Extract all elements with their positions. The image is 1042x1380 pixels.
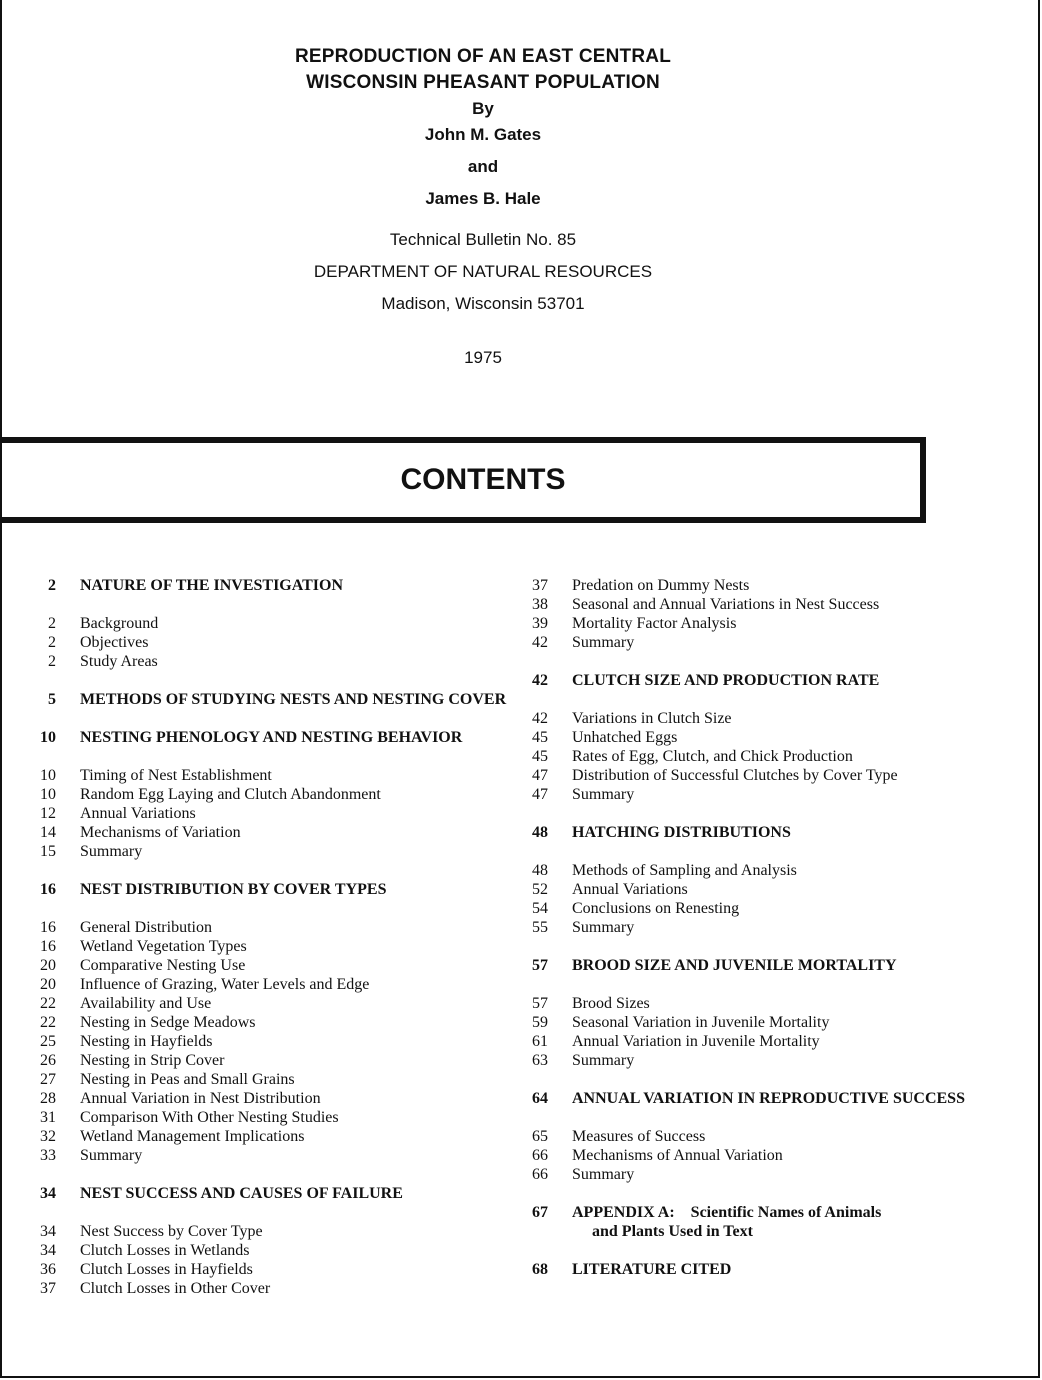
toc-page-number: 12: [40, 805, 56, 822]
toc-page-number: 45: [532, 729, 548, 746]
toc-entry-text: Mechanisms of Variation: [80, 824, 241, 841]
toc-page-number: 33: [40, 1147, 56, 1164]
toc-page-number: 54: [532, 900, 548, 917]
toc-entry-text: Summary: [572, 1052, 635, 1069]
title-line-1: REPRODUCTION OF AN EAST CENTRAL: [295, 46, 671, 67]
toc-page-number: 27: [40, 1071, 56, 1088]
toc-page-number: 55: [532, 919, 548, 936]
toc-entry: [20, 766, 520, 785]
toc-entry-text: Annual Variation in Nest Distribution: [80, 1090, 321, 1107]
toc-entry-text: Summary: [80, 843, 143, 860]
toc-entry-text: METHODS OF STUDYING NESTS AND NESTING COVER: [80, 691, 507, 708]
toc-entry-title: [572, 1032, 820, 1051]
toc-page-number: 16: [40, 881, 56, 898]
toc-entry: [20, 937, 520, 956]
toc-entry: [512, 861, 1012, 880]
toc-entry-text: General Distribution: [80, 919, 212, 936]
toc-page-number: 38: [532, 596, 548, 613]
toc-entry: [512, 1051, 1012, 1070]
toc-entry-text: Comparative Nesting Use: [80, 957, 246, 974]
toc-entry-text: Methods of Sampling and Analysis: [572, 862, 797, 879]
toc-page-number: 57: [532, 957, 548, 974]
toc-entry: [20, 1032, 520, 1051]
toc-page-number: 2: [48, 634, 56, 651]
toc-entry-title: [572, 1146, 783, 1165]
toc-entry: [512, 1013, 1012, 1032]
toc-entry-title: [80, 1184, 403, 1203]
toc-entry-text: Conclusions on Renesting: [572, 900, 740, 917]
toc-entry: [20, 1051, 520, 1070]
toc-entry-text: Nest Success by Cover Type: [80, 1223, 263, 1240]
toc-entry-title: [80, 1108, 339, 1127]
toc-entry-text: LITERATURE CITED: [572, 1261, 732, 1278]
toc-page-number: 42: [532, 710, 548, 727]
toc-entry: [20, 1184, 520, 1203]
toc-entry-text: Clutch Losses in Other Cover: [80, 1280, 271, 1297]
toc-entry-text: Comparison With Other Nesting Studies: [80, 1109, 339, 1126]
toc-entry-title: [80, 1146, 142, 1165]
toc-entry-title: [572, 595, 879, 614]
toc-entry-text: Study Areas: [80, 653, 158, 670]
toc-page-number: 22: [40, 995, 56, 1012]
toc-entry-text: Summary: [572, 634, 635, 651]
toc-entry-text: APPENDIX A: Scientific Names of Animals: [572, 1204, 882, 1221]
toc-entry: [512, 614, 1012, 633]
toc-entry-title: [80, 823, 241, 842]
toc-entry: [20, 842, 520, 861]
by-label: By: [472, 99, 494, 118]
toc-entry: [20, 1013, 520, 1032]
toc-page-number: 52: [532, 881, 548, 898]
toc-entry-title: [572, 766, 898, 785]
toc-entry-title: [572, 1260, 731, 1279]
toc-entry-text: Annual Variations: [572, 881, 688, 898]
toc-page-number: 34: [40, 1185, 56, 1202]
toc-page-number: 37: [532, 577, 548, 594]
toc-entry-text: Annual Variation in Juvenile Mortality: [572, 1033, 820, 1050]
toc-entry: [20, 1241, 520, 1260]
toc-entry: [20, 1260, 520, 1279]
toc-entry-title: [572, 994, 650, 1013]
toc-entry-title: [80, 1127, 304, 1146]
toc-entry: [512, 595, 1012, 614]
toc-entry: [20, 823, 520, 842]
toc-entry-title: [572, 785, 634, 804]
toc-page-number: 15: [40, 843, 56, 860]
toc-entry: [512, 1165, 1012, 1184]
toc-entry-text: Influence of Grazing, Water Levels and Edge: [80, 976, 370, 993]
toc-entry-text: Availability and Use: [80, 995, 212, 1012]
toc-page-number: 10: [40, 767, 56, 784]
toc-entry: [20, 1089, 520, 1108]
toc-entry-title: [572, 747, 853, 766]
toc-entry-text: Unhatched Eggs: [572, 729, 678, 746]
author-1: John M. Gates: [424, 125, 542, 144]
toc-entry: [20, 1108, 520, 1127]
toc-page-number: 16: [40, 938, 56, 955]
toc-entry: [512, 1203, 1012, 1241]
toc-entry-text: BROOD SIZE AND JUVENILE MORTALITY: [572, 957, 897, 974]
toc-entry: [512, 1146, 1012, 1165]
toc-entry-title: [572, 576, 749, 595]
toc-entry-text: Predation on Dummy Nests: [572, 577, 750, 594]
toc-entry: [512, 880, 1012, 899]
toc-entry-text: Objectives: [80, 634, 149, 651]
toc-entry: [512, 823, 1012, 842]
toc-entry: [20, 785, 520, 804]
toc-page-number: 57: [532, 995, 548, 1012]
toc-entry-title: [80, 1051, 224, 1070]
toc-page-number: 67: [532, 1204, 548, 1221]
toc-entry: [20, 576, 520, 595]
toc-entry: [20, 880, 520, 899]
toc-page-number: 34: [40, 1242, 56, 1259]
toc-page-number: 26: [40, 1052, 56, 1069]
toc-entry: [20, 1146, 520, 1165]
toc-entry-title: [80, 1222, 263, 1241]
toc-entry-title: [572, 1203, 881, 1241]
toc-entry-text: Background: [80, 615, 159, 632]
toc-page-number: 10: [40, 786, 56, 803]
toc-entry: [512, 576, 1012, 595]
toc-page-number: 5: [48, 691, 56, 708]
toc-page-number: 42: [532, 634, 548, 651]
toc-entry: [512, 1127, 1012, 1146]
toc-entry-text: Measures of Success: [572, 1128, 706, 1145]
toc-page-number: 34: [40, 1223, 56, 1240]
toc-entry: [512, 785, 1012, 804]
toc-entry-title: [80, 614, 158, 633]
toc-page-number: 2: [48, 615, 56, 632]
toc-entry-text: Summary: [80, 1147, 143, 1164]
toc-page-number: 22: [40, 1014, 56, 1031]
toc-entry-text: Summary: [572, 786, 635, 803]
toc-entry-text: NEST SUCCESS AND CAUSES OF FAILURE: [80, 1185, 403, 1202]
toc-page-number: 31: [40, 1109, 56, 1126]
toc-entry-title: [572, 861, 797, 880]
toc-entry-title: [80, 880, 386, 899]
toc-entry-text: NATURE OF THE INVESTIGATION: [80, 577, 344, 594]
toc-entry: [20, 652, 520, 671]
toc-entry-title: [80, 1013, 256, 1032]
toc-entry: [20, 975, 520, 994]
department-name: DEPARTMENT OF NATURAL RESOURCES: [313, 262, 653, 281]
toc-entry-title: [572, 614, 736, 633]
toc-entry: [512, 766, 1012, 785]
toc-entry-title: [80, 1032, 212, 1051]
toc-entry-text: Mortality Factor Analysis: [572, 615, 737, 632]
toc-page-number: 42: [532, 672, 548, 689]
toc-entry-text: NESTING PHENOLOGY AND NESTING BEHAVIOR: [80, 729, 463, 746]
toc-entry-text: Nesting in Peas and Small Grains: [80, 1071, 295, 1088]
toc-entry-text: Nesting in Hayfields: [80, 1033, 213, 1050]
toc-entry-title: [80, 937, 247, 956]
toc-entry-title: [572, 880, 688, 899]
toc-entry-text: Nesting in Strip Cover: [80, 1052, 225, 1069]
title-line-2: WISCONSIN PHEASANT POPULATION: [306, 72, 660, 93]
toc-entry: [512, 633, 1012, 652]
toc-entry: [20, 614, 520, 633]
toc-entry: [512, 994, 1012, 1013]
toc-entry: [20, 1070, 520, 1089]
toc-entry-text: HATCHING DISTRIBUTIONS: [572, 824, 791, 841]
toc-entry-title: [572, 671, 879, 690]
toc-entry-text: Seasonal and Annual Variations in Nest Success: [572, 596, 880, 613]
toc-entry-title: [572, 823, 791, 842]
toc-entry: [512, 918, 1012, 937]
toc-entry-text: Clutch Losses in Wetlands: [80, 1242, 250, 1259]
toc-page-number: 16: [40, 919, 56, 936]
toc-entry-title: [80, 652, 158, 671]
toc-entry-title: [572, 1089, 965, 1108]
toc-entry-title: [80, 728, 462, 747]
toc-entry-title: [80, 1260, 253, 1279]
toc-entry-text: NEST DISTRIBUTION BY COVER TYPES: [80, 881, 387, 898]
toc-page-number: 68: [532, 1261, 548, 1278]
toc-entry: [20, 1127, 520, 1146]
toc-entry-text: Timing of Nest Establishment: [80, 767, 272, 784]
toc-page-number: 63: [532, 1052, 548, 1069]
toc-entry-title: [80, 766, 272, 785]
toc-entry-text-continued: and Plants Used in Text: [592, 1223, 753, 1240]
toc-entry-text: Rates of Egg, Clutch, and Chick Production: [572, 748, 853, 765]
toc-entry: [512, 956, 1012, 975]
toc-page-number: 47: [532, 786, 548, 803]
toc-page-number: 48: [532, 862, 548, 879]
toc-entry-text: ANNUAL VARIATION IN REPRODUCTIVE SUCCESS: [572, 1090, 965, 1107]
contents-heading: CONTENTS: [400, 463, 566, 496]
toc-entry-title: [572, 1013, 829, 1032]
toc-page-number: 48: [532, 824, 548, 841]
toc-entry: [512, 728, 1012, 747]
toc-entry-text: Variations in Clutch Size: [572, 710, 732, 727]
toc-entry-title: [80, 975, 369, 994]
toc-entry: [20, 728, 520, 747]
toc-page-number: 14: [40, 824, 56, 841]
toc-entry: [512, 709, 1012, 728]
toc-entry-title: [80, 1089, 321, 1108]
toc-page-number: 37: [40, 1280, 56, 1297]
toc-entry-text: Annual Variations: [80, 805, 196, 822]
toc-left-column: [20, 576, 520, 1298]
toc-entry: [512, 1089, 1012, 1108]
address: Madison, Wisconsin 53701: [381, 294, 585, 313]
toc-entry: [512, 747, 1012, 766]
toc-entry: [20, 918, 520, 937]
toc-entry-title: [572, 1127, 705, 1146]
toc-entry-title: [80, 633, 148, 652]
toc-entry: [512, 1260, 1012, 1279]
toc-entry-title: [572, 918, 634, 937]
toc-entry-title: [80, 1279, 270, 1298]
toc-entry-title: [572, 709, 732, 728]
toc-entry-text: Summary: [572, 919, 635, 936]
toc-entry-title: [80, 690, 506, 709]
toc-entry-title: [80, 918, 212, 937]
toc-entry: [20, 1222, 520, 1241]
toc-entry-text: Wetland Vegetation Types: [80, 938, 247, 955]
toc-entry-title: [572, 1051, 634, 1070]
toc-entry-text: CLUTCH SIZE AND PRODUCTION RATE: [572, 672, 880, 689]
toc-page-number: 61: [532, 1033, 548, 1050]
toc-right-column: [512, 576, 1012, 1279]
publication-year: 1975: [464, 348, 502, 367]
toc-entry-text: Seasonal Variation in Juvenile Mortality: [572, 1014, 830, 1031]
toc-page-number: 25: [40, 1033, 56, 1050]
toc-page-number: 39: [532, 615, 548, 632]
toc-entry-text: Mechanisms of Annual Variation: [572, 1147, 783, 1164]
toc-page-number: 2: [48, 577, 56, 594]
toc-entry-title: [80, 1070, 295, 1089]
toc-entry-title: [572, 1165, 634, 1184]
toc-entry-text: Wetland Management Implications: [80, 1128, 305, 1145]
toc-entry-text: Summary: [572, 1166, 635, 1183]
toc-entry-title: [572, 633, 634, 652]
toc-entry-title: [572, 899, 739, 918]
toc-entry-title: [80, 804, 196, 823]
toc-entry: [512, 671, 1012, 690]
toc-page-number: 10: [40, 729, 56, 746]
and-label: and: [467, 157, 499, 176]
toc-page-number: 64: [532, 1090, 548, 1107]
toc-page-number: 20: [40, 957, 56, 974]
toc-entry: [20, 690, 520, 709]
toc-entry-text: Random Egg Laying and Clutch Abandonment: [80, 786, 381, 803]
toc-entry-text: Brood Sizes: [572, 995, 650, 1012]
toc-entry-text: Clutch Losses in Hayfields: [80, 1261, 253, 1278]
author-2: James B. Hale: [425, 189, 541, 208]
toc-entry-text: Nesting in Sedge Meadows: [80, 1014, 256, 1031]
toc-entry: [20, 994, 520, 1013]
toc-page-number: 66: [532, 1166, 548, 1183]
toc-entry-title: [80, 956, 245, 975]
toc-entry-title: [80, 785, 381, 804]
toc-entry: [512, 1032, 1012, 1051]
toc-page-number: 28: [40, 1090, 56, 1107]
toc-entry: [512, 899, 1012, 918]
toc-page-number: 59: [532, 1014, 548, 1031]
toc-entry: [20, 956, 520, 975]
toc-page-number: 32: [40, 1128, 56, 1145]
toc-entry-title: [80, 576, 343, 595]
toc-entry-title: [572, 728, 677, 747]
toc-page-number: 20: [40, 976, 56, 993]
toc-entry-title: [80, 994, 211, 1013]
title-block: [0, 44, 966, 368]
bulletin-number: Technical Bulletin No. 85: [389, 230, 577, 249]
toc-page-number: 65: [532, 1128, 548, 1145]
toc-entry-title: [80, 842, 142, 861]
toc-page-number: 66: [532, 1147, 548, 1164]
toc-entry: [20, 1279, 520, 1298]
toc-page-number: 45: [532, 748, 548, 765]
toc-page-number: 2: [48, 653, 56, 670]
toc-entry: [20, 804, 520, 823]
toc-page-number: 36: [40, 1261, 56, 1278]
toc-entry: [20, 633, 520, 652]
toc-entry-title: [572, 956, 897, 975]
toc-entry-title: [80, 1241, 250, 1260]
toc-page-number: 47: [532, 767, 548, 784]
toc-entry-text: Distribution of Successful Clutches by Cover Type: [572, 767, 898, 784]
